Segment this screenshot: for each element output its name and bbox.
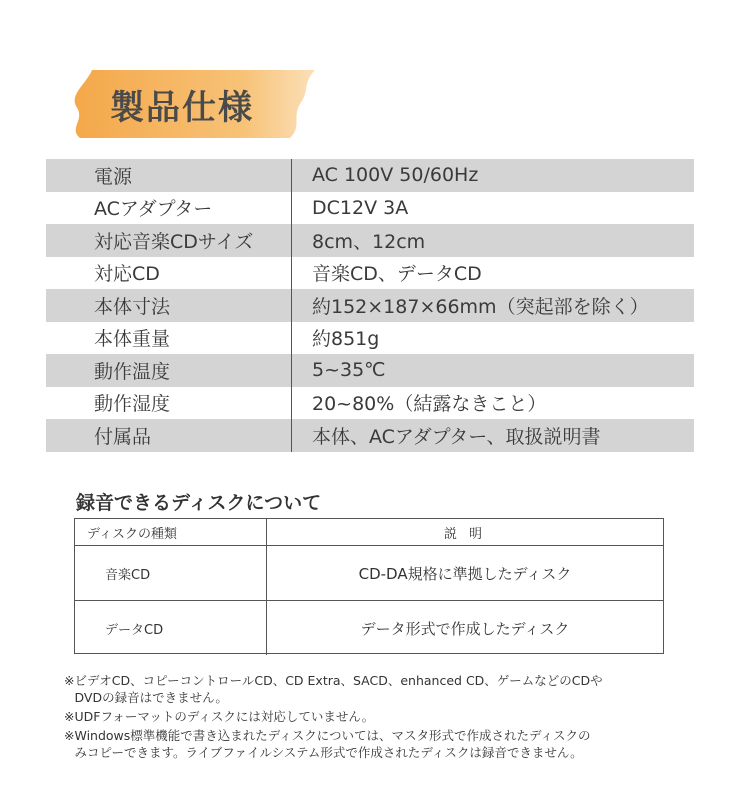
spec-label: 動作湿度 bbox=[46, 387, 292, 420]
spec-row bbox=[46, 289, 694, 322]
note-text: UDFフォーマットのディスクには対応していません。 bbox=[74, 709, 375, 724]
note-item bbox=[64, 708, 694, 725]
note-item bbox=[64, 672, 694, 706]
disc-table-header bbox=[75, 519, 663, 546]
table-row bbox=[75, 600, 663, 655]
spec-row bbox=[46, 257, 694, 290]
disc-table bbox=[74, 518, 664, 654]
spec-row bbox=[46, 224, 694, 257]
header-description: 説 明 bbox=[443, 526, 487, 542]
disc-section-heading: 録音できるディスクについて bbox=[76, 492, 322, 514]
spec-value: 8cm、12cm bbox=[312, 230, 426, 253]
note-text: Windows標準機能で書き込まれたディスクについては、マスタ形式で作成されたディスクの みコピーできます。ライブファイルシステム形式で作成されたディスクは録音できません。 bbox=[74, 728, 591, 760]
note-mark: ※ bbox=[64, 709, 75, 724]
notes-list bbox=[64, 672, 694, 763]
spec-row bbox=[46, 419, 694, 452]
spec-value: AC 100V 50/60Hz bbox=[312, 164, 479, 187]
spec-table bbox=[46, 159, 694, 452]
note-text: ビデオCD、コピーコントロールCD、CD Extra、SACD、enhanced CD、ゲームなどのCDや DVDの録音はできません。 bbox=[74, 673, 603, 705]
spec-row bbox=[46, 192, 694, 225]
spec-label: 電源 bbox=[46, 159, 292, 192]
spec-label: 対応音楽CDサイズ bbox=[46, 224, 292, 257]
spec-label: 付属品 bbox=[46, 419, 292, 452]
spec-row bbox=[46, 354, 694, 387]
note-item bbox=[64, 727, 694, 761]
note-mark: ※ bbox=[64, 728, 75, 743]
section-banner bbox=[70, 68, 320, 140]
spec-label: ACアダプター bbox=[46, 192, 292, 225]
spec-value: 20~80%（結露なきこと） bbox=[312, 393, 547, 416]
disc-type-cell: データCD bbox=[75, 601, 267, 655]
spec-row bbox=[46, 387, 694, 420]
note-mark: ※ bbox=[64, 673, 75, 688]
spec-value: 音楽CD、データCD bbox=[312, 263, 482, 286]
spec-value: 本体、ACアダプター、取扱説明書 bbox=[312, 425, 601, 448]
header-disc-type: ディスクの種類 bbox=[75, 519, 267, 545]
spec-row bbox=[46, 159, 694, 192]
page-title: 製品仕様 bbox=[110, 88, 254, 128]
table-row bbox=[75, 546, 663, 600]
spec-label: 本体寸法 bbox=[46, 289, 292, 322]
spec-row bbox=[46, 322, 694, 355]
spec-value: 約152×187×66mm（突起部を除く） bbox=[312, 295, 649, 318]
spec-label: 対応CD bbox=[46, 257, 292, 290]
disc-desc-cell: データ形式で作成したディスク bbox=[360, 619, 570, 638]
spec-value: DC12V 3A bbox=[312, 196, 409, 219]
spec-value: 5~35℃ bbox=[312, 359, 386, 382]
spec-label: 本体重量 bbox=[46, 322, 292, 355]
spec-value: 約851g bbox=[312, 328, 380, 351]
spec-label: 動作温度 bbox=[46, 354, 292, 387]
disc-desc-cell: CD-DA規格に準拠したディスク bbox=[358, 564, 572, 583]
disc-type-cell: 音楽CD bbox=[75, 546, 267, 600]
